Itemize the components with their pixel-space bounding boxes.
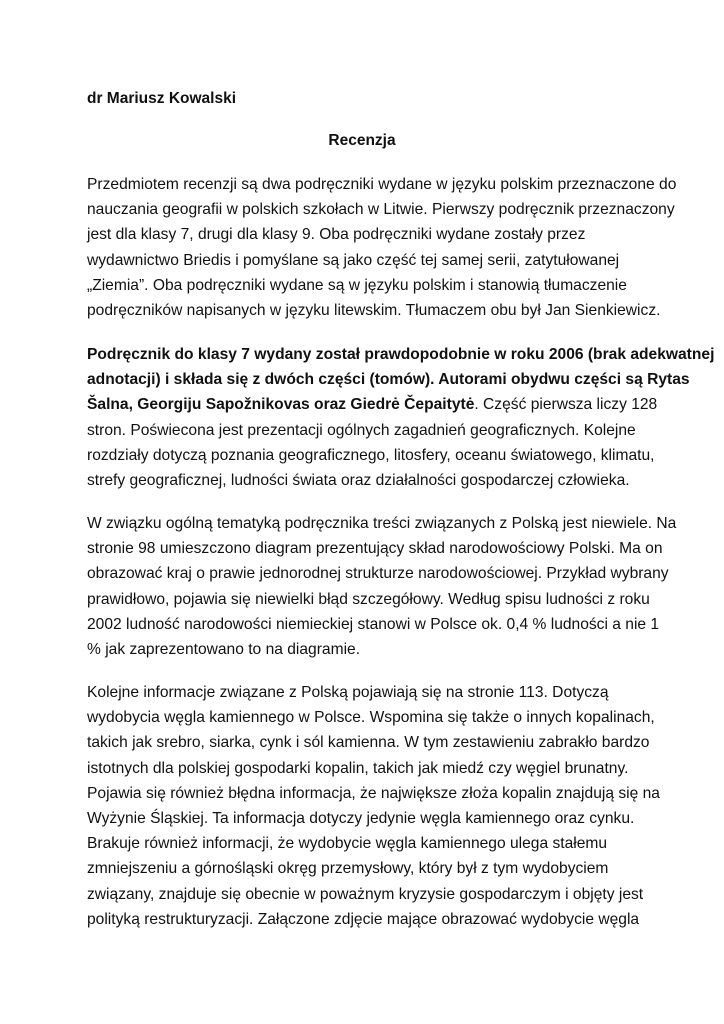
paragraph-line: Przedmiotem recenzji są dwa podręczniki wydane w języku polskim przeznaczone do [87,176,677,193]
author-name: dr Mariusz Kowalski [87,90,237,107]
paragraph-line: strefy geograficznej, ludności świata oraz działalności gospodarczej człowieka. [87,471,630,489]
paragraph-line: takich jak srebro, siarka, cynk i sól kamienna. W tym zestawieniu zabrakło bardzo [87,734,650,752]
paragraph-line: W związku ogólną tematyką podręcznika treści związanych z Polską jest niewiele. Na [87,515,677,532]
paragraph-line: Brakuje również informacji, że wydobycie węgla kamiennego ulega stałemu [87,835,608,853]
paragraph-line: rozdziały dotyczą poznania geograficznego, litosfery, oceanu światowego, klimatu, [87,446,655,464]
paragraph-line: związany, znajduje się obecnie w poważnym kryzysie gospodarczym i objęty jest [87,885,644,903]
paragraph-line: Podręcznik do klasy 7 wydany został prawdopodobnie w roku 2006 (brak adekwatnej [87,346,715,363]
paragraph-line: % jak zaprezentowano to na diagramie. [87,640,361,658]
document-title [0,132,724,150]
paragraph-line: stron. Poświecona jest prezentacji ogólnych zagadnień geograficznych. Kolejne [87,421,636,439]
paragraph-line: „Ziemia”. Oba podręczniki wydane są w języku polskim i stanowią tłumaczenie [87,276,627,294]
paragraph-1 [87,172,687,323]
paragraph-3 [87,511,687,662]
paragraph-line: 2002 ludność narodowości niemieckiej stanowi w Polsce ok. 0,4 % ludności a nie 1 [87,615,660,633]
authors-names: Šalna, Georgiju Sapožnikovas oraz Giedrė Čepaitytė [87,396,475,414]
paragraph-line: zmniejszeniu a górnośląski okręg przemysłowy, który był z tym wydobyciem [87,860,609,878]
paragraph-line: nauczania geografii w polskich szkołach w Litwie. Pierwszy podręcznik przeznaczony [87,201,675,219]
paragraph-line: podręczników napisanych w języku litewskim. Tłumaczem obu był Jan Sienkiewicz. [87,301,661,319]
document-title-text: Recenzja [328,132,396,149]
paragraph-line: obrazować kraj o prawie jednorodnej strukturze narodowościowej. Przykład wybrany [87,565,669,583]
paragraph-line: Kolejne informacje związane z Polską pojawiają się na stronie 113. Dotyczą [87,684,609,701]
paragraph-line: polityką restrukturyzacji. Załączone zdjęcie mające obrazować wydobycie węgla [87,910,640,928]
paragraph-line: jest dla klasy 7, drugi dla klasy 9. Oba podręczniki wydane zostały przez [87,226,586,244]
paragraph-line-rest: . Część pierwsza liczy 128 [474,396,658,414]
paragraph-line: Wyżynie Śląskiej. Ta informacja dotyczy jedynie węgla kamiennego oraz cynku. [87,809,635,827]
paragraph-line: wydobycia węgla kamiennego w Polsce. Wspomina się także o innych kopalinach, [87,709,655,727]
paragraph-line: stronie 98 umieszczono diagram prezentujący skład narodowościowy Polski. Ma on [87,540,663,558]
paragraph-4 [87,680,687,932]
paragraph-line-mixed [87,392,687,417]
paragraph-line: Pojawia się również błędna informacja, że największe złoża kopalin znajdują się na [87,784,660,802]
paragraph-line: istotnych dla polskiej gospodarki kopalin, takich jak miedź czy węgiel brunatny. [87,759,629,777]
paragraph-line: adnotacji) i składa się z dwóch części (tomów). Autorami obydwu części są Rytas [87,371,690,389]
paragraph-line: prawidłowo, pojawia się niewielki błąd szczegółowy. Według spisu ludności z roku [87,590,650,608]
paragraph-line: wydawnictwo Briedis i pomyślane są jako część tej samej serii, zatytułowanej [87,251,620,269]
paragraph-2 [87,342,715,493]
